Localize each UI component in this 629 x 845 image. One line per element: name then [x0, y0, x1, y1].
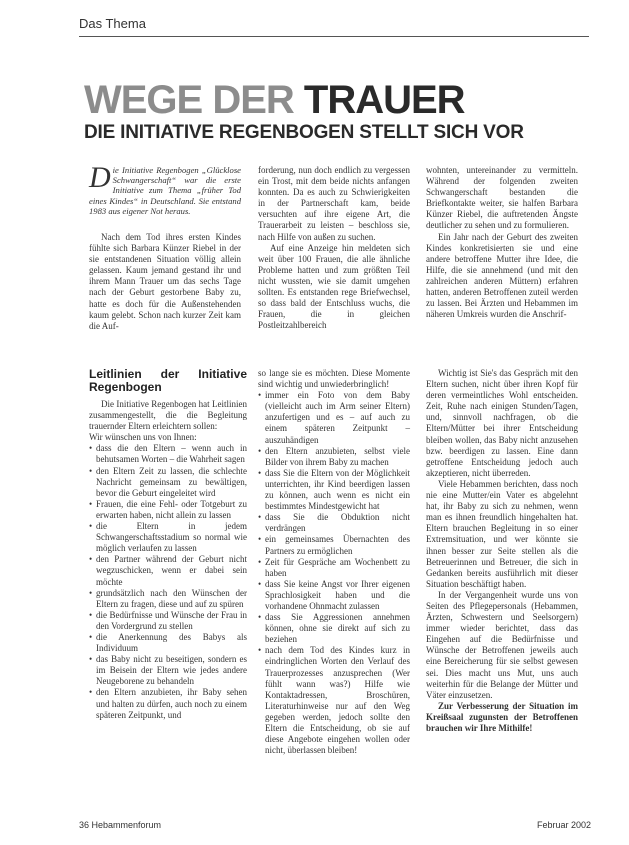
intro-text: ie Initiative Regenbogen „Glücklose Schwangerschaft“ war die erste Initiative zum Thema „früher Tod eines Kindes“ in Deutschland. Sie entstand 1983 aus eigener Not heraus.	[89, 165, 241, 216]
guidelines-box-column-1	[89, 368, 247, 721]
page-subtitle: DIE INITIATIVE REGENBOGEN STELLT SICH VOR	[84, 122, 524, 143]
article-paragraph: Viele Hebammen berichten, dass noch nie eine Mutter/ein Vater es abgelehnt hat, ihr Baby zu sich zu nehmen, wenn man es ihnen freundlich hingehalten hat. Eltern brauchen Begleitung in so einer Extremsituation, und wer könnte sie ihnen besser zur Seite stellen als die Betreuerinnen und Betreuer, die sich in Gedanken bereits ausführlich mit dieser Situation beschäftigt haben.	[426, 478, 578, 589]
article-paragraph: Nach dem Tod ihres ersten Kindes fühlte sich Barbara Künzer Riebel in der sie entstandenen Situation völlig allein gelassen. Kaum jemand gestand ihr und ihrem Mann Trauer um das sechs Tage nach der Geburt gestorbene Baby zu, hatte es doch für die Außenstehenden kaum gelebt. Schon nach kurzer Zeit kam die Auf-	[89, 232, 241, 331]
list-item: • den Eltern anzubieten, ihr Baby sehen und halten zu dürfen, auch noch zu einem späteren Zeitpunkt, und	[89, 687, 247, 720]
article-paragraph: wohnten, untereinander zu vermitteln. Während der folgenden zweiten Schwangerschaft bestanden die Briefkontakte weiter, sie halfen Barbara Künzer Riebel, die auftretenden Ängste deutlicher zu sehen und zu formulieren.	[426, 165, 578, 231]
article-paragraph: forderung, nun doch endlich zu vergessen ein Trost, mit dem beide nichts anfangen konnten. Da es auch zu Schwierigkeiten in der Partnerschaft kam, beide versuchten auf ihre eigene Art, die Trauerarbeit zu leisten – beschloss sie, nach Hilfe von außen zu suchen.	[258, 165, 410, 242]
list-item: • den Eltern anzubieten, selbst viele Bilder von ihrem Baby zu machen	[258, 446, 410, 468]
section-divider	[79, 36, 589, 37]
page-title	[84, 78, 465, 122]
list-item: • dass Sie die Eltern von der Möglichkeit unterrichten, ihr Kind beerdigen lassen zu können, auch wenn es nicht ein bestimmtes Mindestgewicht hat	[258, 468, 410, 512]
list-item: • den Eltern Zeit zu lassen, die schlechte Nachricht gemeinsam zu bewältigen, bevor die Geburt eingeleitet wird	[89, 466, 247, 499]
list-item: • den Partner während der Geburt nicht wegzuschicken, wenn er dabei sein möchte	[89, 554, 247, 587]
list-item: • die Anerkennung des Babys als Individuum	[89, 632, 247, 654]
article-paragraph: In der Vergangenheit wurde uns von Seiten des Pflegepersonals (Hebammen, Ärzten, Schwestern und Seelsorgern) immer wieder berichtet, dass das Eingehen auf die Bedürfnisse und Wünsche der Betroffenen jeweils auch eine Bereicherung für sie selbst gewesen sei. Dies macht uns Mut, uns auch weiterhin für die Belange der Mütter und Väter einzusetzen.	[426, 589, 578, 700]
article-paragraph: Wichtig ist Sie's das Gespräch mit den Eltern suchen, nicht über ihren Kopf für deren vermeintliches Wohl entscheiden. Zeit, Ruhe nach einigen Stunden/Tagen, und, sinnvoll nachfragen, ob die Eltern/Mütter bei ihrer Entscheidung bleiben wollen, das Baby nicht anzusehen bzw. beerdigen zu lassen. Eine dann getroffene Entscheidung jedoch auch akzeptieren, nicht überreden.	[426, 368, 578, 478]
list-item: • ein gemeinsames Übernachten des Partners zu ermöglichen	[258, 534, 410, 556]
article-column-3	[426, 165, 578, 320]
article-column-1	[89, 161, 241, 332]
list-item: • dass Sie die Obduktion nicht verdrängen	[258, 512, 410, 534]
list-item: • dass Sie keine Angst vor Ihrer eigenen Sprachlosigkeit haben und die vorhandene Ohnmacht zulassen	[258, 579, 410, 612]
article-paragraph: Auf eine Anzeige hin meldeten sich weit über 100 Frauen, die alle ähnliche Probleme hatten und zum größten Teil nicht wussten, wie sie damit umgehen sollten. Es entstanden rege Briefwechsel, so dass bald der Entschluss wuchs, die Frauen, die in gleichen Postleitzahlbereich	[258, 242, 410, 331]
closing-appeal: Zur Verbesserung der Situation im Kreißsaal zugunsten der Betroffenen brauchen wir Ihre Mithilfe!	[426, 700, 578, 733]
guidelines-intro: Die Initiative Regenbogen hat Leitlinien zusammengestellt, die die Begleitung trauernder Eltern erleichtern sollen:	[89, 399, 247, 432]
drop-cap: D	[89, 161, 111, 194]
title-part-2: TRAUER	[293, 78, 465, 122]
list-item: • immer ein Foto von dem Baby (vielleicht auch im Arm seiner Eltern) anzufertigen und es – auf auch zu einem späteren Zeitpunkt – auszuhändigen	[258, 390, 410, 445]
footer-page-number: 36 Hebammenforum	[79, 820, 162, 830]
list-item: • Frauen, die eine Fehl- oder Totgeburt zu erwarten haben, nicht allein zu lassen	[89, 499, 247, 521]
list-item: • Zeit für Gespräche am Wochenbett zu haben	[258, 557, 410, 579]
guidelines-lead: Wir wünschen uns von Ihnen:	[89, 432, 197, 443]
list-item: • grundsätzlich nach den Wünschen der Eltern zu fragen, diese und auf zu spüren	[89, 588, 247, 610]
list-item: • das Baby nicht zu beseitigen, sondern es im Beisein der Eltern wie jedes andere Neugeborene zu behandeln	[89, 654, 247, 687]
guidelines-list	[89, 443, 247, 720]
footer-issue-date: Februar 2002	[536, 820, 591, 830]
list-item: • nach dem Tod des Kindes kurz in eindringlichen Worten den Verlauf des Trauerprozesses anzusprechen (Wer fühlt wann was?) Hilfe wie Kontaktadressen, Broschüren, Literaturhinweise nur auf den Weg gegeben werden, jedoch sollte den Eltern die Entscheidung, ob sie auf diese Angebote eingehen wollen oder nicht, überlassen bleiben!	[258, 645, 410, 756]
guidelines-box-title: Leitlinien der Initiative Regenbogen	[89, 367, 247, 394]
list-item: • die Bedürfnisse und Wünsche der Frau in den Vordergrund zu stellen	[89, 610, 247, 632]
title-part-1: WEGE DER	[84, 78, 294, 122]
article-column-2	[258, 165, 410, 331]
guidelines-continuation: so lange sie es möchten. Diese Momente sind wichtig und unwiederbringlich!	[258, 368, 410, 390]
guidelines-list-2	[258, 390, 410, 756]
article-column-3-lower	[426, 368, 578, 734]
intro-paragraph	[89, 161, 241, 216]
article-paragraph: Ein Jahr nach der Geburt des zweiten Kindes konkretisierten sie und eine andere betroffene Mutter ihre Idee, die Hilfe, die sie annehmend (und mit den zahlreichen anderen Müttern) erfahren hatten, anderen Betroffenen zuteil werden zu lassen. Bei Ärzten und Hebammen im näheren Umkreis wurden die Anschrif-	[426, 231, 578, 320]
list-item: • dass die den Eltern – wenn auch in behutsamen Worten – die Wahrheit sagen	[89, 443, 247, 465]
section-label: Das Thema	[79, 16, 146, 31]
list-item: • dass Sie Aggressionen annehmen können, ohne sie direkt auf sich zu beziehen	[258, 612, 410, 645]
guidelines-box-column-2	[258, 368, 410, 756]
list-item: • die Eltern in jedem Schwangerschaftsstadium so normal wie möglich verlaufen zu lassen	[89, 521, 247, 554]
